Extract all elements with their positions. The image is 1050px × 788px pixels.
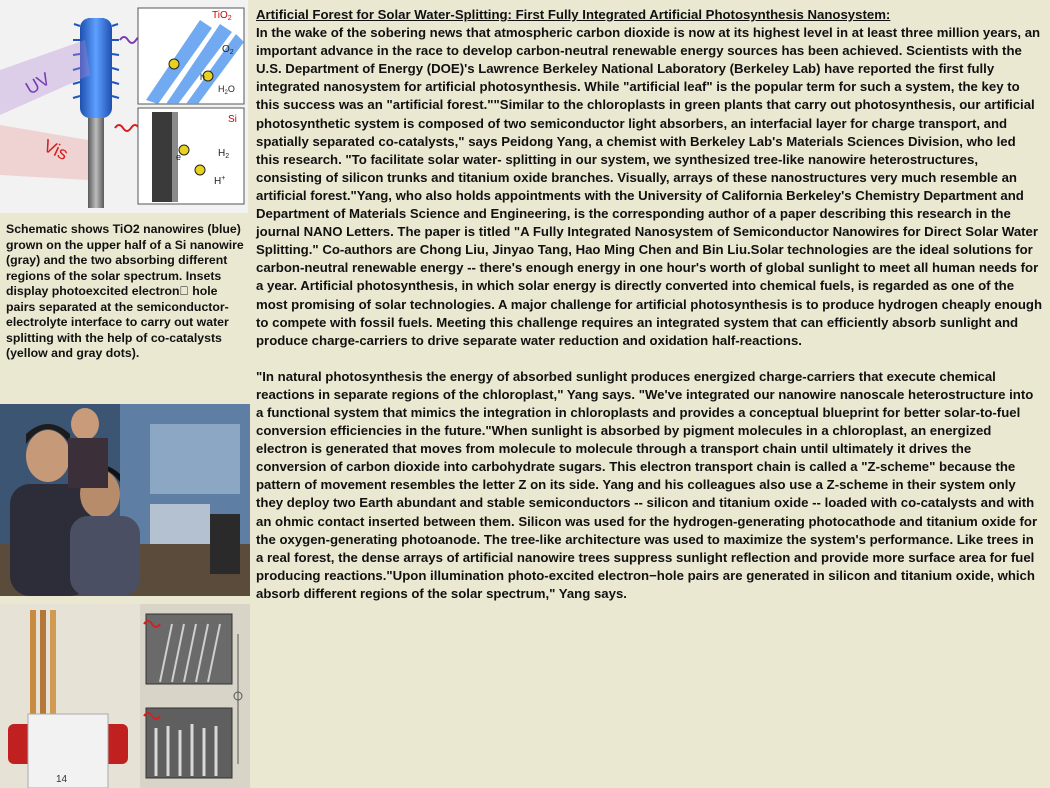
si-label: Si <box>228 114 237 125</box>
researchers-photo-drawing <box>0 404 250 596</box>
nanowire-schematic <box>0 0 248 213</box>
electron-label: e <box>176 152 182 162</box>
article-paragraph-2: "In natural photosynthesis the energy of absorbed sunlight produces energized charge-carriers that execute chemical reactions in separate regions of the chloroplast," Yang says. "We've integrated our nanowire nanoscale heterostructure into a functional system that mimics the integration in chloroplasts and provides a conceptual blueprint for better solar-to-fuel conversion efficiencies in the future."When sunlight is absorbed by pigment molecules in a chloroplast, an energized electron is generated that moves from molecule to molecule through a transport chain until ultimately it drives the conversion of carbon dioxide into carbohydrate sugars. This electron transport chain is called a "Z-scheme" because the pattern of movement resembles the letter Z on its side. Yang and his colleagues also use a Z-scheme in their system only they deploy two Earth abundant and stable semiconductors -- silicon and titanium oxide -- loaded with co-catalysts and with an ohmic contact inserted between them. Silicon was used for the hydrogen-generating photocathode and titanium oxide for the oxygen-generating photoanode. The tree-like architecture was used to maximize the system's performance. Like trees in a real forest, the dense arrays of artificial nanowire trees suppress sunlight reflection and provide more surface area for fuel producing reactions."Upon illumination photo-excited electron−hole pairs are generated in silicon and titanium oxide, which absorb different regions of the solar spectrum," Yang says. <box>256 368 1038 601</box>
h2o-label: $H_2O$ <box>218 84 235 96</box>
device-photo-drawing <box>0 604 250 788</box>
device-photo <box>0 604 250 788</box>
schematic-drawing <box>0 0 248 213</box>
tio2-label: TiO$_2$ <box>212 10 232 22</box>
o2-label: $O_2$ <box>222 44 234 56</box>
vis-label: Vis <box>40 135 72 165</box>
ruler-mark: 14 <box>56 774 68 785</box>
researchers-photo <box>0 404 250 596</box>
article <box>256 6 1042 603</box>
schematic-caption: Schematic shows TiO2 nanowires (blue) grown on the upper half of a Si nanowire (gray) and the two absorbing different regions of the solar spectrum. Insets display photoexcited electron  hole pairs separated at the semiconductor-electrolyte interface to carry out water splitting with the help of co-catalysts (yellow and gray dots). <box>6 222 244 360</box>
hplus-label: H+ <box>214 175 226 187</box>
article-paragraph-1 <box>256 6 1042 350</box>
cocatalyst-dot-yellow <box>169 59 179 69</box>
cocatalyst-dot-si-2 <box>195 165 205 175</box>
h2-label: $H_2$ <box>218 148 230 160</box>
uv-label: UV <box>22 68 54 99</box>
left-column <box>0 0 250 788</box>
article-title: Artificial Forest for Solar Water-Splitting: First Fully Integrated Artificial Photosynthesis Nanosystem: <box>256 7 891 22</box>
paragraph-1-text: In the wake of the sobering news that atmospheric carbon dioxide is now at its highest level in at least three million years, an important advance in the race to develop carbon-neutral renewable energy sources has been achieved. Scientists with the U.S. Department of Energy (DOE)'s Lawrence Berkeley National Laboratory (Berkeley Lab) have reported the first fully integrated nanosystem for artificial photosynthesis. While "artificial leaf" is the popular term for such a system, the key to this success was an "artificial forest.""Similar to the chloroplasts in green plants that carry out photosynthesis, our artificial photosynthetic system is composed of two semiconductor light absorbers, an interfacial layer for charge transport, and spatially separated co-catalysts," says Peidong Yang, a chemist with Berkeley Lab's Materials Sciences Division, who led this research. "To facilitate solar water- splitting in our system, we synthesized tree-like nanowire heterostructures, consisting of silicon trunks and titanium oxide branches. Visually, arrays of these nanostructures very much resemble an artificial forest."Yang, who also holds appointments with the University of California Berkeley's Chemistry Department and Department of Materials Science and Engineering, is the corresponding author of a paper describing this research in the journal NANO Letters. The paper is titled "A Fully Integrated Nanosystem of Semiconductor Nanowires for Direct Solar Water Splitting." Co-authors are Chong Liu, Jinyao Tang, Hao Ming Chen and Bin Liu.Solar technologies are the ideal solutions for carbon-neutral renewable energy -- there's enough energy in one hour's worth of global sunlight to meet all human needs for a year. Artificial photosynthesis, in which solar energy is directly converted into chemical fuels, is regarded as one of the most promising of solar technologies. A major challenge for artificial photosynthesis is to produce hydrogen cheaply enough to compete with fossil fuels. Meeting this challenge requires an integrated system that can efficiently absorb sunlight and produce charge-carriers to drive separate water reduction and oxidation half-reactions. <box>256 25 1042 348</box>
hole-label: h <box>200 72 206 82</box>
